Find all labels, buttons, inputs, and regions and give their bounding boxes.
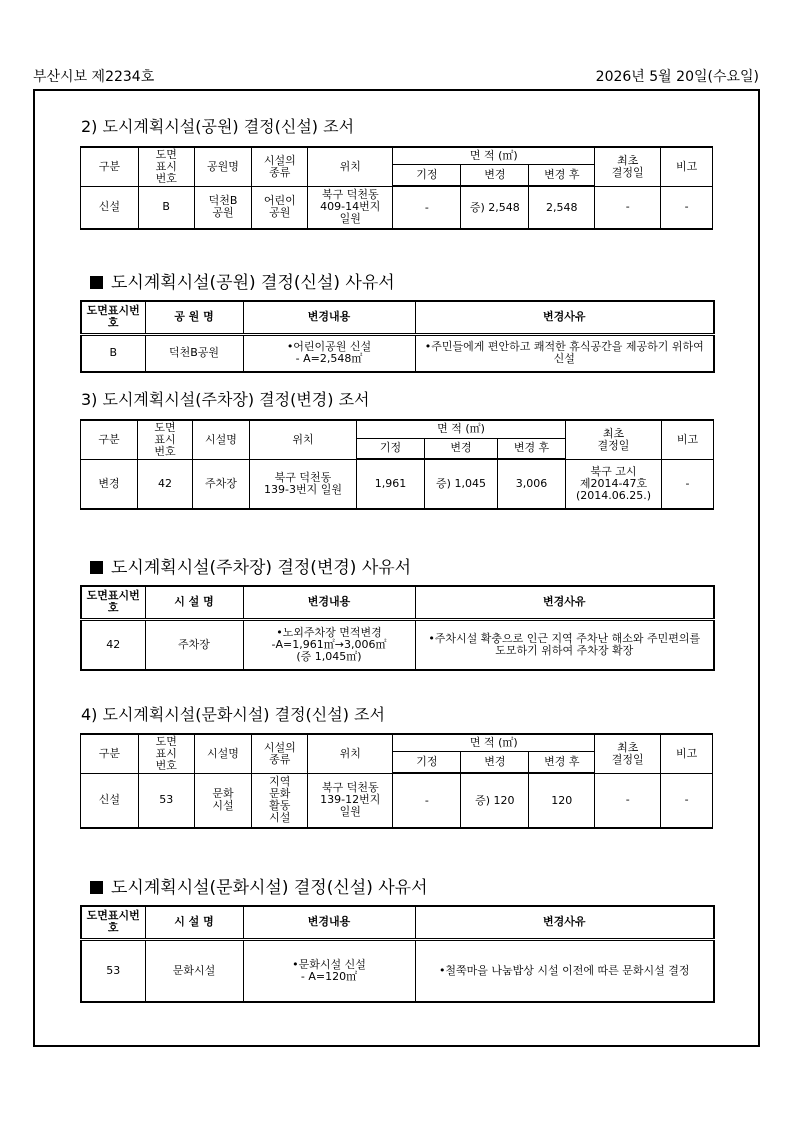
header-cell: 최초 결정일 xyxy=(566,420,662,459)
culture-reason-title: 도시계획시설(문화시설) 결정(신설) 사유서 xyxy=(90,873,428,898)
data-cell: - xyxy=(661,186,713,229)
gazette-issue: 부산시보 제2234호 xyxy=(33,69,155,85)
header-cell: 도면 표시 번호 xyxy=(138,734,194,773)
culture-decision-title: 4) 도시계획시설(문화시설) 결정(신설) 조서 xyxy=(81,705,385,724)
header-cell: 최초 결정일 xyxy=(595,734,661,773)
header-cell: 시설명 xyxy=(193,420,250,459)
data-cell: 증) 2,548 xyxy=(461,186,529,229)
table-row xyxy=(81,939,714,1002)
parking-decision-title: 3) 도시계획시설(주차장) 결정(변경) 조서 xyxy=(81,390,370,409)
data-cell: 3,006 xyxy=(498,459,566,509)
header-cell: 변경내용 xyxy=(243,301,415,334)
header-cell: 변경 xyxy=(425,438,498,459)
data-cell: 문화 시설 xyxy=(194,773,252,828)
square-bullet-icon xyxy=(90,881,103,894)
data-cell: - xyxy=(393,773,461,828)
header-cell: 비고 xyxy=(662,420,714,459)
header-cell: 변경내용 xyxy=(243,906,415,939)
header-cell: 구분 xyxy=(81,420,138,459)
area-header-cell: 면 적 (㎡) xyxy=(393,734,595,751)
table-row xyxy=(81,619,714,670)
header-cell: 시 설 명 xyxy=(145,906,243,939)
data-cell: 덕천B 공원 xyxy=(194,186,252,229)
data-cell: 신설 xyxy=(81,773,139,828)
area-header-cell: 면 적 (㎡) xyxy=(357,420,566,438)
data-cell: 변경 xyxy=(81,459,138,509)
area-header-cell: 면 적 (㎡) xyxy=(393,147,595,164)
header-cell: 변경 xyxy=(461,164,529,186)
data-cell: - xyxy=(662,459,714,509)
data-cell: •철쭉마을 나눔밥상 시설 이전에 따른 문화시설 결정 xyxy=(415,939,714,1002)
parking-reason-table xyxy=(80,585,715,671)
page-header xyxy=(33,66,759,86)
header-cell: 변경사유 xyxy=(415,301,714,334)
culture-decision-table xyxy=(80,733,713,829)
header-cell: 도면표시번 호 xyxy=(81,906,145,939)
header-cell: 공 원 명 xyxy=(145,301,243,334)
data-cell: B xyxy=(81,334,145,372)
header-cell: 기정 xyxy=(357,438,425,459)
table-row xyxy=(81,459,714,509)
square-bullet-icon xyxy=(90,561,103,574)
header-cell: 변경사유 xyxy=(415,586,714,619)
data-cell: 어린이 공원 xyxy=(252,186,308,229)
header-cell: 변경내용 xyxy=(243,586,415,619)
table-row xyxy=(81,334,714,372)
data-cell: 신설 xyxy=(81,186,139,229)
data-cell: •주민들에게 편안하고 쾌적한 휴식공간을 제공하기 위하여 신설 xyxy=(415,334,714,372)
header-cell: 도면 표시 번호 xyxy=(138,420,193,459)
gazette-date: 2026년 5월 20일(수요일) xyxy=(595,69,759,85)
parking-reason-title: 도시계획시설(주차장) 결정(변경) 사유서 xyxy=(90,553,411,578)
data-cell: 북구 고시 제2014-47호 (2014.06.25.) xyxy=(566,459,662,509)
data-cell: 2,548 xyxy=(529,186,595,229)
square-bullet-icon xyxy=(90,276,103,289)
data-cell: 53 xyxy=(138,773,194,828)
header-cell: 공원명 xyxy=(194,147,252,186)
header-cell: 최초 결정일 xyxy=(595,147,661,186)
data-cell: •어린이공원 신설 - A=2,548㎡ xyxy=(243,334,415,372)
data-cell: 북구 덕천동 409-14번지 일원 xyxy=(308,186,393,229)
data-cell: 1,961 xyxy=(357,459,425,509)
table-row xyxy=(81,186,713,229)
header-cell: 위치 xyxy=(308,147,393,186)
header-cell: 비고 xyxy=(661,147,713,186)
header-cell: 시 설 명 xyxy=(145,586,243,619)
header-cell: 도면표시번 호 xyxy=(81,586,145,619)
data-cell: •문화시설 신설 - A=120㎡ xyxy=(243,939,415,1002)
header-cell: 변경 후 xyxy=(529,751,595,773)
header-cell: 변경 후 xyxy=(498,438,566,459)
data-cell: B xyxy=(138,186,194,229)
data-cell: 주차장 xyxy=(193,459,250,509)
data-cell: 문화시설 xyxy=(145,939,243,1002)
header-cell: 기정 xyxy=(393,751,461,773)
header-cell: 비고 xyxy=(661,734,713,773)
data-cell: 42 xyxy=(138,459,193,509)
data-cell: 증) 1,045 xyxy=(425,459,498,509)
park-decision-title: 2) 도시계획시설(공원) 결정(신설) 조서 xyxy=(81,117,355,136)
header-cell: 시설의 종류 xyxy=(252,734,308,773)
data-cell: •노외주차장 면적변경 -A=1,961㎡→3,006㎡ (증 1,045㎡) xyxy=(243,619,415,670)
parking-decision-table xyxy=(80,419,714,510)
data-cell: 지역 문화 활동 시설 xyxy=(252,773,308,828)
data-cell: - xyxy=(595,186,661,229)
header-cell: 변경사유 xyxy=(415,906,714,939)
header-cell: 도면 표시 번호 xyxy=(138,147,194,186)
table-row xyxy=(81,773,713,828)
data-cell: 덕천B공원 xyxy=(145,334,243,372)
header-cell: 변경 후 xyxy=(529,164,595,186)
data-cell: 42 xyxy=(81,619,145,670)
data-cell: - xyxy=(595,773,661,828)
header-cell: 구분 xyxy=(81,147,139,186)
data-cell: 북구 덕천동 139-3번지 일원 xyxy=(250,459,357,509)
park-decision-table xyxy=(80,146,713,230)
header-cell: 도면표시번 호 xyxy=(81,301,145,334)
header-cell: 위치 xyxy=(250,420,357,459)
data-cell: 53 xyxy=(81,939,145,1002)
data-cell: 북구 덕천동 139-12번지 일원 xyxy=(308,773,393,828)
data-cell: 증) 120 xyxy=(461,773,529,828)
park-reason-title: 도시계획시설(공원) 결정(신설) 사유서 xyxy=(90,268,395,293)
header-cell: 기정 xyxy=(393,164,461,186)
header-cell: 변경 xyxy=(461,751,529,773)
culture-reason-table xyxy=(80,905,715,1003)
data-cell: - xyxy=(393,186,461,229)
header-cell: 구분 xyxy=(81,734,139,773)
data-cell: •주차시설 확충으로 인근 지역 주차난 해소와 주민편의를 도모하기 위하여 주차장 확장 xyxy=(415,619,714,670)
header-cell: 위치 xyxy=(308,734,393,773)
header-cell: 시설명 xyxy=(194,734,252,773)
data-cell: 120 xyxy=(529,773,595,828)
data-cell: - xyxy=(661,773,713,828)
data-cell: 주차장 xyxy=(145,619,243,670)
header-cell: 시설의 종류 xyxy=(252,147,308,186)
park-reason-table xyxy=(80,300,715,373)
